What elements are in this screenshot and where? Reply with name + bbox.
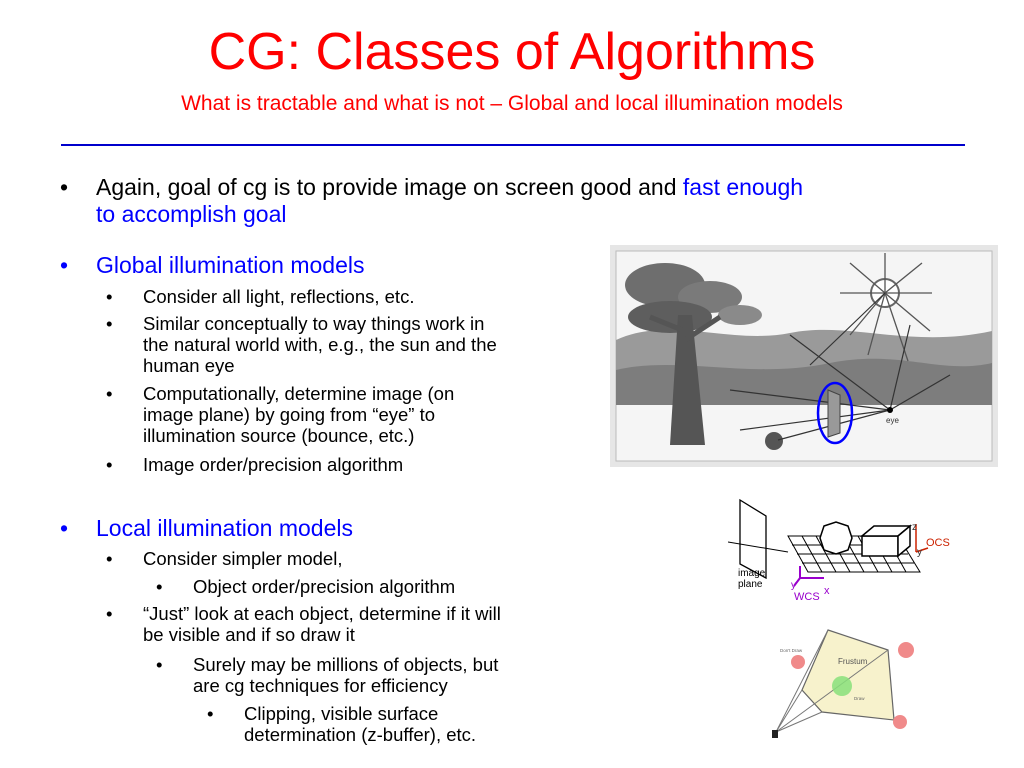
visible-object xyxy=(832,676,852,696)
culled-object xyxy=(893,715,907,729)
local-item-text: be visible and if so draw it xyxy=(143,624,355,645)
slide-subtitle: What is tractable and what is not – Global and local illumination models xyxy=(181,92,843,115)
global-heading: Global illumination models xyxy=(96,252,365,278)
ocs-axis-z: z xyxy=(912,522,917,533)
culled-object xyxy=(791,655,805,669)
apple-icon xyxy=(765,432,783,450)
local-subsubitem-text: Clipping, visible surface xyxy=(244,703,439,724)
bullet-dot: • xyxy=(207,703,214,724)
sphere-object xyxy=(820,522,852,554)
global-item-text: Similar conceptually to way things work in xyxy=(143,313,485,334)
bullet-dot: • xyxy=(60,515,69,541)
intro-text: Again, goal of cg is to provide image on screen good and xyxy=(96,174,683,200)
bullet-dot: • xyxy=(106,286,113,307)
bullet-dot: • xyxy=(156,576,163,597)
frustum-label: Frustum xyxy=(838,657,868,666)
bullet-dot: • xyxy=(106,603,113,624)
box-object xyxy=(862,526,910,556)
local-subitem-text: Object order/precision algorithm xyxy=(193,576,456,597)
global-item xyxy=(106,383,586,446)
bullet-dot: • xyxy=(60,252,69,278)
bullet-dot: • xyxy=(156,654,163,675)
wcs-axes xyxy=(794,566,824,586)
eye-icon xyxy=(887,407,893,413)
bullet-dot: • xyxy=(106,548,113,569)
local-heading: Local illumination models xyxy=(96,515,353,541)
global-item-text: the natural world with, e.g., the sun and the xyxy=(143,334,497,355)
frustum-diagram xyxy=(762,620,932,742)
local-item xyxy=(106,603,586,645)
wcs-axis-x: x xyxy=(824,585,830,597)
global-item-text: Consider all light, reflections, etc. xyxy=(143,286,415,307)
local-subitem-text: Surely may be millions of objects, but xyxy=(193,654,499,675)
global-illumination-scene xyxy=(610,245,998,467)
slide-title: CG: Classes of Algorithms xyxy=(208,23,816,81)
intro-highlight-cont: to accomplish goal xyxy=(96,201,287,227)
wcs-axis-y: y xyxy=(791,580,796,591)
local-subitem-text: are cg techniques for efficiency xyxy=(193,675,448,696)
image-plane-shape xyxy=(740,500,766,578)
bullet-dot: • xyxy=(106,313,113,334)
dont-draw-label: Don't Draw xyxy=(780,648,803,653)
local-subsubitem-text: determination (z-buffer), etc. xyxy=(244,724,477,745)
culled-object xyxy=(898,642,914,658)
ocs-axis-y: y xyxy=(917,547,922,558)
intro-highlight: fast enough xyxy=(682,174,804,200)
frustum-shape xyxy=(802,630,894,720)
local-heading-bullet xyxy=(60,515,580,542)
camera-icon xyxy=(772,730,778,738)
image-plane-label-2: plane xyxy=(738,579,763,590)
local-item-text: “Just” look at each object, determine if it will xyxy=(143,603,501,624)
global-item-text: illumination source (bounce, etc.) xyxy=(143,425,415,446)
draw-label: Draw xyxy=(854,696,865,701)
ocs-label: OCS xyxy=(926,537,950,549)
local-subsubitem xyxy=(207,703,587,745)
bullet-dot: • xyxy=(60,174,69,200)
wcs-label: WCS xyxy=(794,591,820,603)
local-item-text: Consider simpler model, xyxy=(143,548,343,569)
global-heading-bullet xyxy=(60,252,580,279)
global-item-text: image plane) by going from “eye” to xyxy=(143,404,436,425)
global-item xyxy=(106,313,586,376)
wcs-ocs-diagram xyxy=(728,490,958,608)
global-item-text: human eye xyxy=(143,355,235,376)
bullet-dot: • xyxy=(106,383,113,404)
eye-label: eye xyxy=(886,416,899,425)
bullet-dot: • xyxy=(106,454,113,475)
global-item xyxy=(106,286,586,307)
global-item-text: Image order/precision algorithm xyxy=(143,454,404,475)
image-plane-shape xyxy=(828,390,840,437)
title-divider xyxy=(61,144,965,146)
image-plane-label-1: image xyxy=(738,568,766,579)
global-item-text: Computationally, determine image (on xyxy=(143,383,455,404)
local-item xyxy=(106,548,586,569)
local-subitem xyxy=(156,576,586,597)
intro-bullet xyxy=(60,174,990,232)
global-item xyxy=(106,454,586,475)
local-subitem xyxy=(156,654,586,696)
